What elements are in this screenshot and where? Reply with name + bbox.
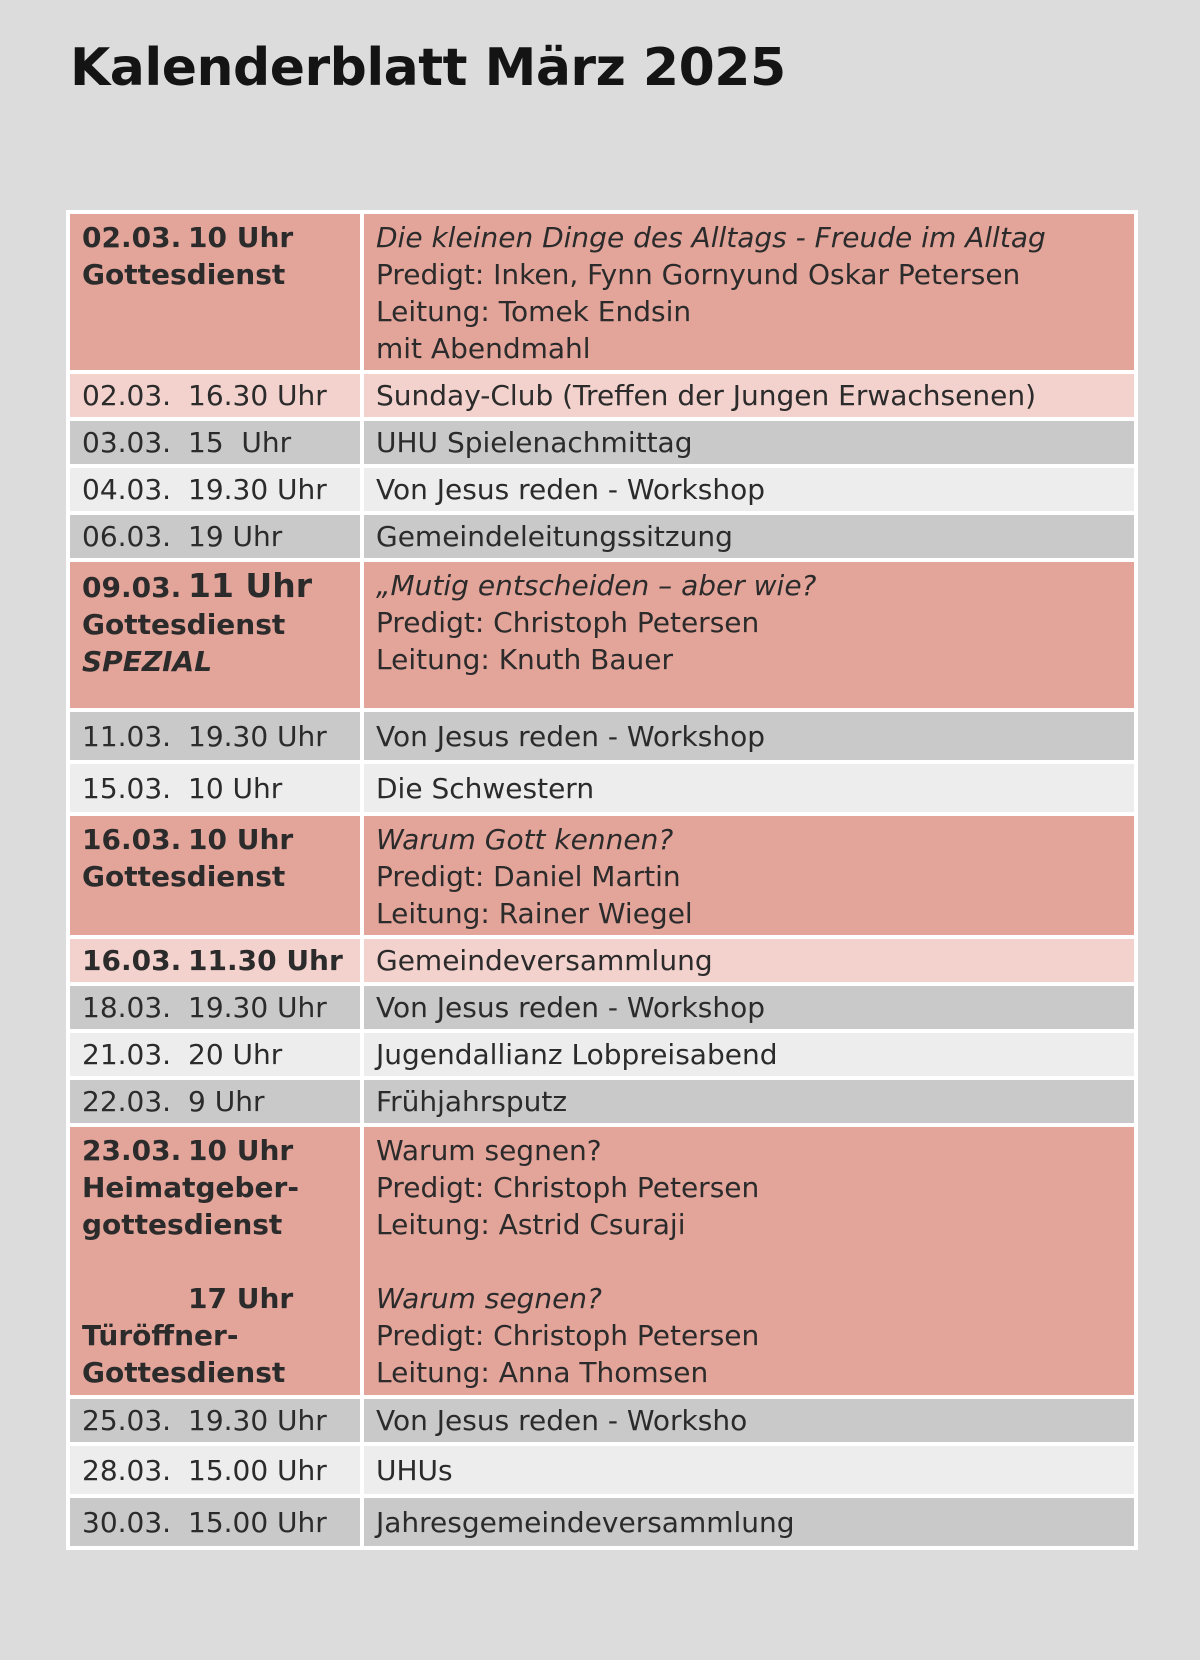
event-topic: „Mutig entscheiden – aber wie? [376,569,817,602]
event-time: 15.00 Uhr [188,1453,327,1487]
event-date: 04.03. [82,473,172,506]
event-when [68,560,362,710]
event-date: 25.03. [82,1404,172,1437]
event-title: Gemeindeleitungssitzung [362,513,1136,560]
table-row [68,372,1136,419]
event-leitung-2: Leitung: Anna Thomsen [376,1356,709,1389]
event-title: UHU Spielenachmittag [362,419,1136,466]
event-time: 15.00 Uhr [188,1505,327,1539]
event-time: 19.30 Uhr [188,719,327,753]
event-date: 02.03. [82,221,182,254]
event-leitung: Leitung: Rainer Wiegel [376,897,693,930]
page-title: Kalenderblatt März 2025 [70,38,786,98]
table-row [68,1397,1136,1444]
event-type: Gottesdienst [82,258,286,291]
event-date: 16.03. [82,944,182,977]
event-type-2-cont: Gottesdienst [82,1356,286,1389]
event-title: Jugendallianz Lobpreisabend [362,1031,1136,1078]
table-row [68,1496,1136,1548]
event-date: 30.03. [82,1505,172,1539]
event-date: 16.03. [82,823,182,856]
event-time: 10 Uhr [188,221,294,254]
event-time: 15 Uhr [188,426,292,459]
table-row [68,419,1136,466]
event-leitung: Leitung: Knuth Bauer [376,643,674,676]
event-time: 9 Uhr [188,1085,265,1118]
event-title: Jahresgemeindeversammlung [362,1496,1136,1548]
event-type-cont: gottesdienst [82,1208,283,1241]
event-type-2: Türöffner- [82,1319,239,1352]
table-row [68,1444,1136,1496]
event-leitung: Leitung: Astrid Csuraji [376,1208,686,1241]
event-title: UHUs [362,1444,1136,1496]
event-topic: Warum segnen? [376,1134,602,1167]
event-type: Heimatgeber- [82,1171,299,1204]
event-date: 03.03. [82,426,172,459]
event-time: 19.30 Uhr [188,1404,327,1437]
event-time: 16.30 Uhr [188,379,327,412]
event-topic: Warum Gott kennen? [376,823,674,856]
event-time: 19.30 Uhr [188,991,327,1024]
event-title: Gemeindeversammlung [362,937,1136,984]
spacer [376,1243,1122,1280]
event-time: 10 Uhr [188,771,283,805]
table-row [68,513,1136,560]
event-details [362,560,1136,710]
event-title: Die Schwestern [362,762,1136,814]
event-time-2: 17 Uhr [188,1282,294,1315]
event-date: 21.03. [82,1038,172,1071]
table-row [68,1125,1136,1397]
table-row [68,1031,1136,1078]
event-time: 20 Uhr [188,1038,283,1071]
event-time: 11 Uhr [188,566,312,605]
event-time: 19 Uhr [188,520,283,553]
event-date: 18.03. [82,991,172,1024]
event-type: Gottesdienst [82,608,286,641]
spacer [82,1243,348,1280]
event-topic-2: Warum segnen? [376,1282,602,1315]
table-row [68,560,1136,710]
event-date: 09.03. [82,571,182,604]
event-topic: Die kleinen Dinge des Alltags - Freude im Alltag [376,221,1046,254]
event-details [362,212,1136,372]
table-row [68,212,1136,372]
event-type-extra: SPEZIAL [82,645,213,678]
event-when [68,212,362,372]
event-title: Von Jesus reden - Workshop [362,984,1136,1031]
event-details [362,1125,1136,1397]
event-title: Von Jesus reden - Workshop [362,466,1136,513]
event-date: 28.03. [82,1453,172,1487]
event-date: 15.03. [82,771,172,805]
event-title: Von Jesus reden - Workshop [362,710,1136,762]
event-predigt: Predigt: Inken, Fynn Gornyund Oskar Petersen [376,258,1021,291]
table-row [68,1078,1136,1125]
calendar-table [66,210,1138,1550]
event-when [68,1125,362,1397]
table-row [68,466,1136,513]
event-date: 11.03. [82,719,172,753]
event-type: Gottesdienst [82,860,286,893]
event-time: 10 Uhr [188,823,294,856]
event-date: 06.03. [82,520,172,553]
event-title: Sunday-Club (Treffen der Jungen Erwachsenen) [362,372,1136,419]
event-title: Von Jesus reden - Worksho [362,1397,1136,1444]
table-row [68,762,1136,814]
event-extra: mit Abendmahl [376,332,591,365]
event-predigt: Predigt: Christoph Petersen [376,606,760,639]
event-title: Frühjahrsputz [362,1078,1136,1125]
table-row [68,814,1136,937]
event-date: 22.03. [82,1085,172,1118]
event-time: 11.30 Uhr [188,944,343,977]
event-predigt-2: Predigt: Christoph Petersen [376,1319,760,1352]
table-row [68,937,1136,984]
table-row [68,984,1136,1031]
event-date: 23.03. [82,1134,182,1167]
table-row [68,710,1136,762]
event-when [68,814,362,937]
event-time: 19.30 Uhr [188,473,327,506]
event-predigt: Predigt: Daniel Martin [376,860,681,893]
event-time: 10 Uhr [188,1134,294,1167]
event-date: 02.03. [82,379,172,412]
event-predigt: Predigt: Christoph Petersen [376,1171,760,1204]
event-leitung: Leitung: Tomek Endsin [376,295,692,328]
event-details [362,814,1136,937]
